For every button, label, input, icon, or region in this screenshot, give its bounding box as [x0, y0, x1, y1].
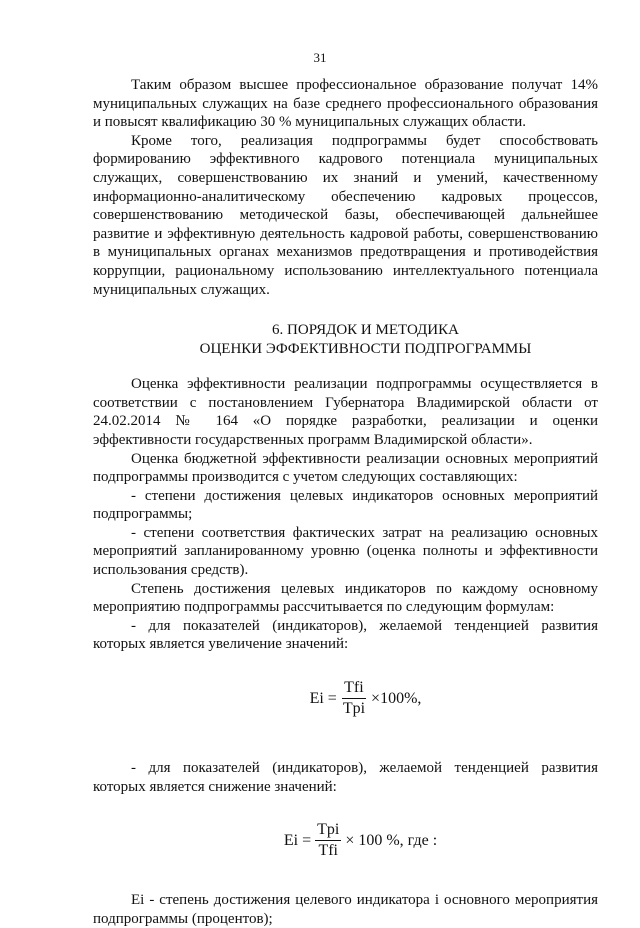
- section-heading-line2: ОЦЕНКИ ЭФФЕКТИВНОСТИ ПОДПРОГРАММЫ: [199, 341, 532, 358]
- paragraph-subprogram-effects: Кроме того, реализация подпрограммы будет способствовать формированию эффективного кадрового потенциала муниципальных служащих, совершенствованию их знаний и умений, качественному информационно-аналитическому обеспечению кадровых процессов, совершенствованию методической базы, обеспечивающей дальнейшее развитие и эффективную деятельность кадровой работы, совершенствованию в муниципальных органах механизмов предотвращения и противодействия коррупции, рациональному использованию интеллектуального потенциала муниципальных служащих.: [93, 132, 598, 298]
- paragraph-education-result: Таким образом высшее профессиональное образование получат 14% муниципальных служащих на базе среднего профессионального образования и повысят квалификацию 30 % муниципальных служащих области.: [93, 77, 598, 131]
- list-item-indicators: - степени достижения целевых индикаторов основных мероприятий подпрограммы;: [93, 487, 598, 523]
- formula-decrease-rhs: × 100 %, где :: [345, 831, 438, 849]
- formula-decrease: [123, 820, 598, 861]
- formula-increase: [133, 678, 598, 719]
- list-item-costs: - степени соответствия фактических затрат на реализацию основных мероприятий запланированному уровню (оценка полноты и эффективности использования средств).: [93, 524, 598, 579]
- formula-decrease-denominator: Tfi: [318, 842, 338, 860]
- document-body: [93, 76, 598, 928]
- formula-increase-fraction: [341, 678, 367, 719]
- paragraph-evaluation-basis: Оценка эффективности реализации подпрограммы осуществляется в соответствии с постановлением Губернатора Владимирской области от 24.02.2014 № 164 «О порядке разработки, реализации и оценки эффективности государственных программ Владимирской области».: [93, 376, 598, 448]
- formula-increase-numerator: Tfi: [342, 678, 366, 699]
- formula-decrease-lhs: Ei =: [283, 831, 312, 849]
- section-heading: [93, 321, 598, 359]
- paragraph-formula-intro: Степень достижения целевых индикаторов по каждому основному мероприятию подпрограммы рассчитывается по следующим формулам:: [93, 580, 598, 616]
- formula-decrease-fraction: [315, 820, 341, 861]
- paragraph-decrease-case: - для показателей (индикаторов), желаемой тенденцией развития которых является снижение значений:: [93, 760, 598, 795]
- formula-increase-lhs: Ei =: [309, 689, 337, 707]
- formula-decrease-numerator: Tpi: [315, 820, 341, 841]
- formula-increase-denominator: Tpi: [342, 700, 366, 718]
- section-heading-line1: 6. ПОРЯДОК И МЕТОДИКА: [272, 322, 459, 339]
- paragraph-increase-case: - для показателей (индикаторов), желаемой тенденцией развития которых является увеличение значений:: [93, 617, 598, 653]
- page-number: 31: [313, 50, 327, 65]
- paragraph-budget-efficiency: Оценка бюджетной эффективности реализации основных мероприятий подпрограммы производится с учетом следующих составляющих:: [93, 450, 598, 486]
- paragraph-ei-definition: Ei - степень достижения целевого индикатора i основного мероприятия подпрограммы (процентов);: [93, 892, 598, 927]
- formula-increase-rhs: ×100%,: [371, 689, 422, 707]
